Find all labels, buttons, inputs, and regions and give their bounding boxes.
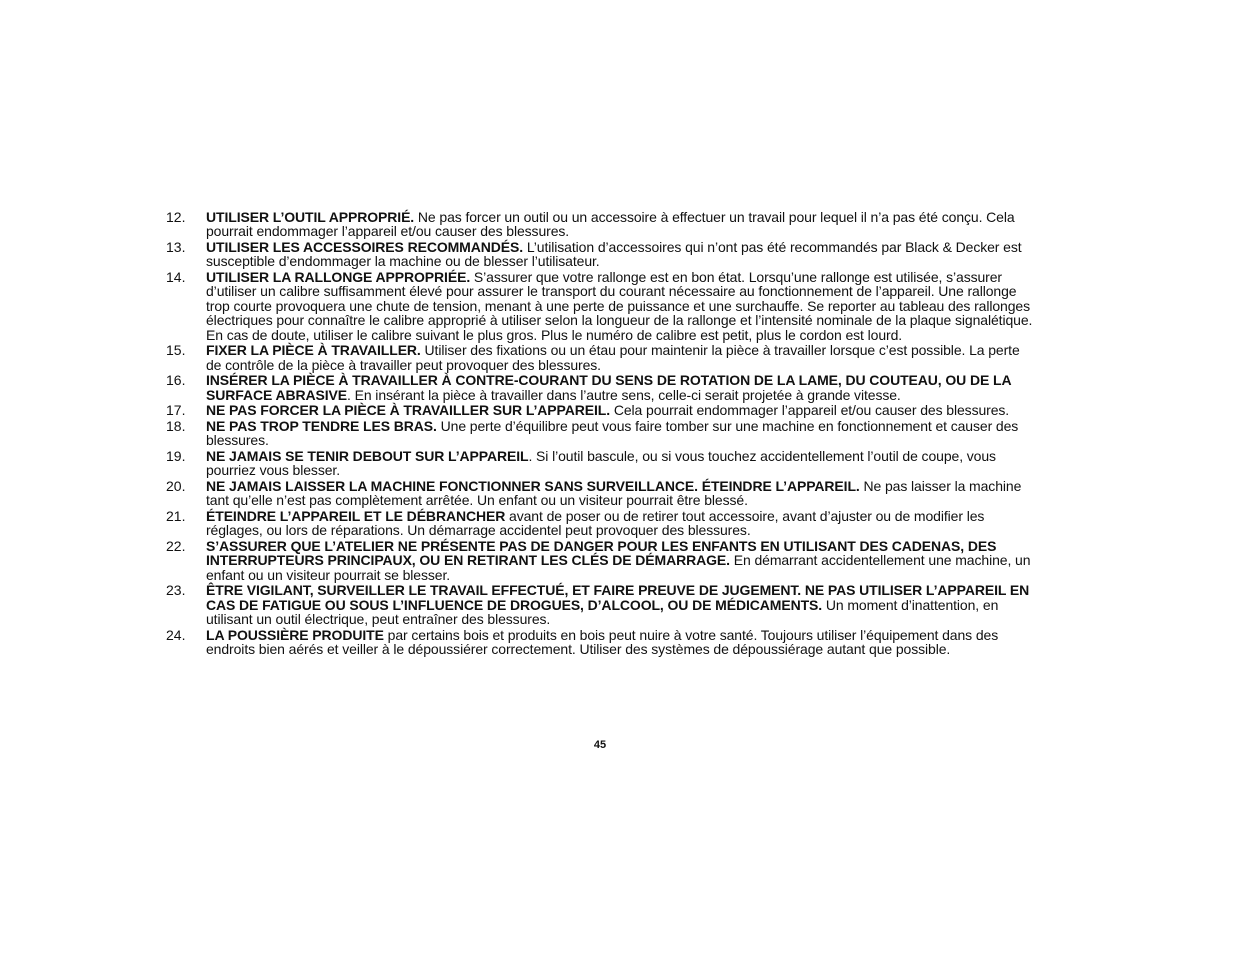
item-title: ÉTEINDRE L’APPAREIL ET LE DÉBRANCHER: [206, 507, 506, 524]
list-item: [166, 343, 1036, 372]
item-body: par certains bois et produits en bois peut nuire à votre santé. Toujours utiliser l’équipement dans des endroits bien aérés et veiller à le dépoussiérer correctement. Utiliser des systèmes de dépoussiérage autant que possible.: [206, 626, 999, 658]
list-item: [166, 449, 1036, 478]
item-text: [206, 539, 1036, 582]
item-text: [206, 373, 1036, 402]
item-text: [206, 419, 1036, 448]
item-text: [206, 403, 1036, 417]
list-item: [166, 240, 1036, 269]
item-title: UTILISER LA RALLONGE APPROPRIÉE.: [206, 269, 471, 285]
item-text: [206, 449, 1036, 478]
item-body: . Si l’outil bascule, ou si vous touchez accidentellement l’outil de coupe, vous pourriez vous blesser.: [206, 447, 996, 479]
item-body: . En insérant la pièce à travailler dans l’autre sens, celle-ci serait projetée à grande vitesse.: [347, 386, 901, 403]
item-title: UTILISER LES ACCESSOIRES RECOMMANDÉS.: [206, 239, 524, 255]
list-item: [166, 419, 1036, 448]
item-title: FIXER LA PIÈCE À TRAVAILLER.: [206, 342, 421, 359]
item-title: ÊTRE VIGILANT, SURVEILLER LE TRAVAIL EFFECTUÉ, ET FAIRE PREUVE DE JUGEMENT. NE PAS UTILISER L’APPAREIL EN CAS DE FATIGUE OU SOUS L’INFLUENCE DE DROGUES, D’ALCOOL, OU DE MÉDICAMENTS.: [206, 582, 1030, 613]
item-title: NE JAMAIS SE TENIR DEBOUT SUR L’APPAREIL: [206, 447, 529, 464]
item-number: 21.: [166, 507, 186, 524]
item-number: 14.: [166, 269, 186, 285]
item-body: Ne pas forcer un outil ou un accessoire à effectuer un travail pour lequel il n’a pas été conçu. Cela pourrait endommager l’appareil et/ou causer des blessures.: [206, 209, 1015, 240]
item-text: [206, 509, 1036, 538]
list-item: [166, 583, 1036, 626]
item-body: Un moment d’inattention, en utilisant un outil électrique, peut entraîner des blessures.: [206, 596, 999, 628]
item-number: 13.: [166, 239, 186, 255]
list-item: [166, 509, 1036, 538]
item-title: UTILISER L’OUTIL APPROPRIÉ.: [206, 209, 415, 225]
item-body: En démarrant accidentellement une machine, un enfant ou un visiteur pourrait se blesser.: [206, 552, 1031, 583]
item-number: 17.: [166, 402, 186, 419]
item-text: [206, 479, 1036, 508]
list-item: [166, 270, 1036, 342]
item-text: [206, 583, 1036, 626]
item-title: NE JAMAIS LAISSER LA MACHINE FONCTIONNER SANS SURVEILLANCE. ÉTEINDRE L’APPAREIL.: [206, 477, 860, 494]
item-text: [206, 240, 1036, 269]
item-text: [206, 628, 1036, 657]
item-body: avant de poser ou de retirer tout accessoire, avant d’ajuster ou de modifier les réglages, ou lors de réparations. Un démarrage accidentel peut provoquer des blessures.: [206, 507, 985, 539]
item-number: 22.: [166, 537, 186, 554]
list-item: [166, 479, 1036, 508]
item-body: S’assurer que votre rallonge est en bon état. Lorsqu’une rallonge est utilisée, s’assurer d’utiliser un calibre suffisamment élevé pour assurer le transport du courant nécessaire au fonctionnement de l’appareil. Une rallonge trop courte provoquera une chute de tension, menant à une perte de puissance et une surchauffe. Se reporter au tableau des rallonges électriques pour connaître le calibre approprié à utiliser selon la longueur de la rallonge et l’intensité nominale de la plaque signalétique. En cas de doute, utiliser le calibre suivant le plus gros. Plus le numéro de calibre est petit, plus le cordon est lourd.: [206, 269, 1033, 343]
item-body: Une perte d’équilibre peut vous faire tomber sur une machine en fonctionnement et causer des blessures.: [206, 417, 1019, 449]
item-text: [206, 343, 1036, 372]
item-title: INSÉRER LA PIÈCE À TRAVAILLER À CONTRE-COURANT DU SENS DE ROTATION DE LA LAME, DU COUTEAU, OU DE LA SURFACE ABRASIVE: [206, 372, 1011, 403]
list-item: [166, 373, 1036, 402]
item-body: Cela pourrait endommager l’appareil et/ou causer des blessures.: [610, 402, 1010, 419]
item-number: 23.: [166, 582, 186, 599]
item-number: 24.: [166, 626, 186, 643]
safety-instructions-list: [166, 210, 1036, 658]
item-text: [206, 270, 1036, 342]
item-text: [206, 210, 1036, 239]
item-title: NE PAS TROP TENDRE LES BRAS.: [206, 417, 437, 434]
list-item: [166, 403, 1036, 417]
item-number: 19.: [166, 447, 186, 464]
item-number: 18.: [166, 417, 186, 434]
list-item: [166, 210, 1036, 239]
list-item: [166, 539, 1036, 582]
item-title: NE PAS FORCER LA PIÈCE À TRAVAILLER SUR L’APPAREIL.: [206, 402, 611, 419]
item-title: S’ASSURER QUE L’ATELIER NE PRÉSENTE PAS DE DANGER POUR LES ENFANTS EN UTILISANT DES CADENAS, DES INTERRUPTEURS PRINCIPAUX, OU EN RETIRANT LES CLÉS DE DÉMARRAGE.: [206, 537, 997, 569]
item-body: Ne pas laisser la machine tant qu’elle n’est pas complètement arrêtée. Un enfant ou un visiteur pourrait être blessé.: [206, 477, 1022, 509]
item-body: Utiliser des fixations ou un étau pour maintenir la pièce à travailler lorsque c’est possible. La perte de contrôle de la pièce à travailler peut provoquer des blessures.: [206, 342, 1020, 373]
page-number: 45: [593, 739, 607, 751]
item-number: 15.: [166, 342, 186, 359]
item-number: 16.: [166, 372, 186, 389]
list-item: [166, 628, 1036, 657]
item-number: 12.: [166, 209, 186, 225]
item-title: LA POUSSIÈRE PRODUITE: [206, 626, 384, 643]
item-number: 20.: [166, 477, 186, 494]
item-body: L’utilisation d’accessoires qui n’ont pas été recommandés par Black & Decker est susceptible d’endommager la machine ou de blesser l’utilisateur.: [206, 239, 1022, 270]
